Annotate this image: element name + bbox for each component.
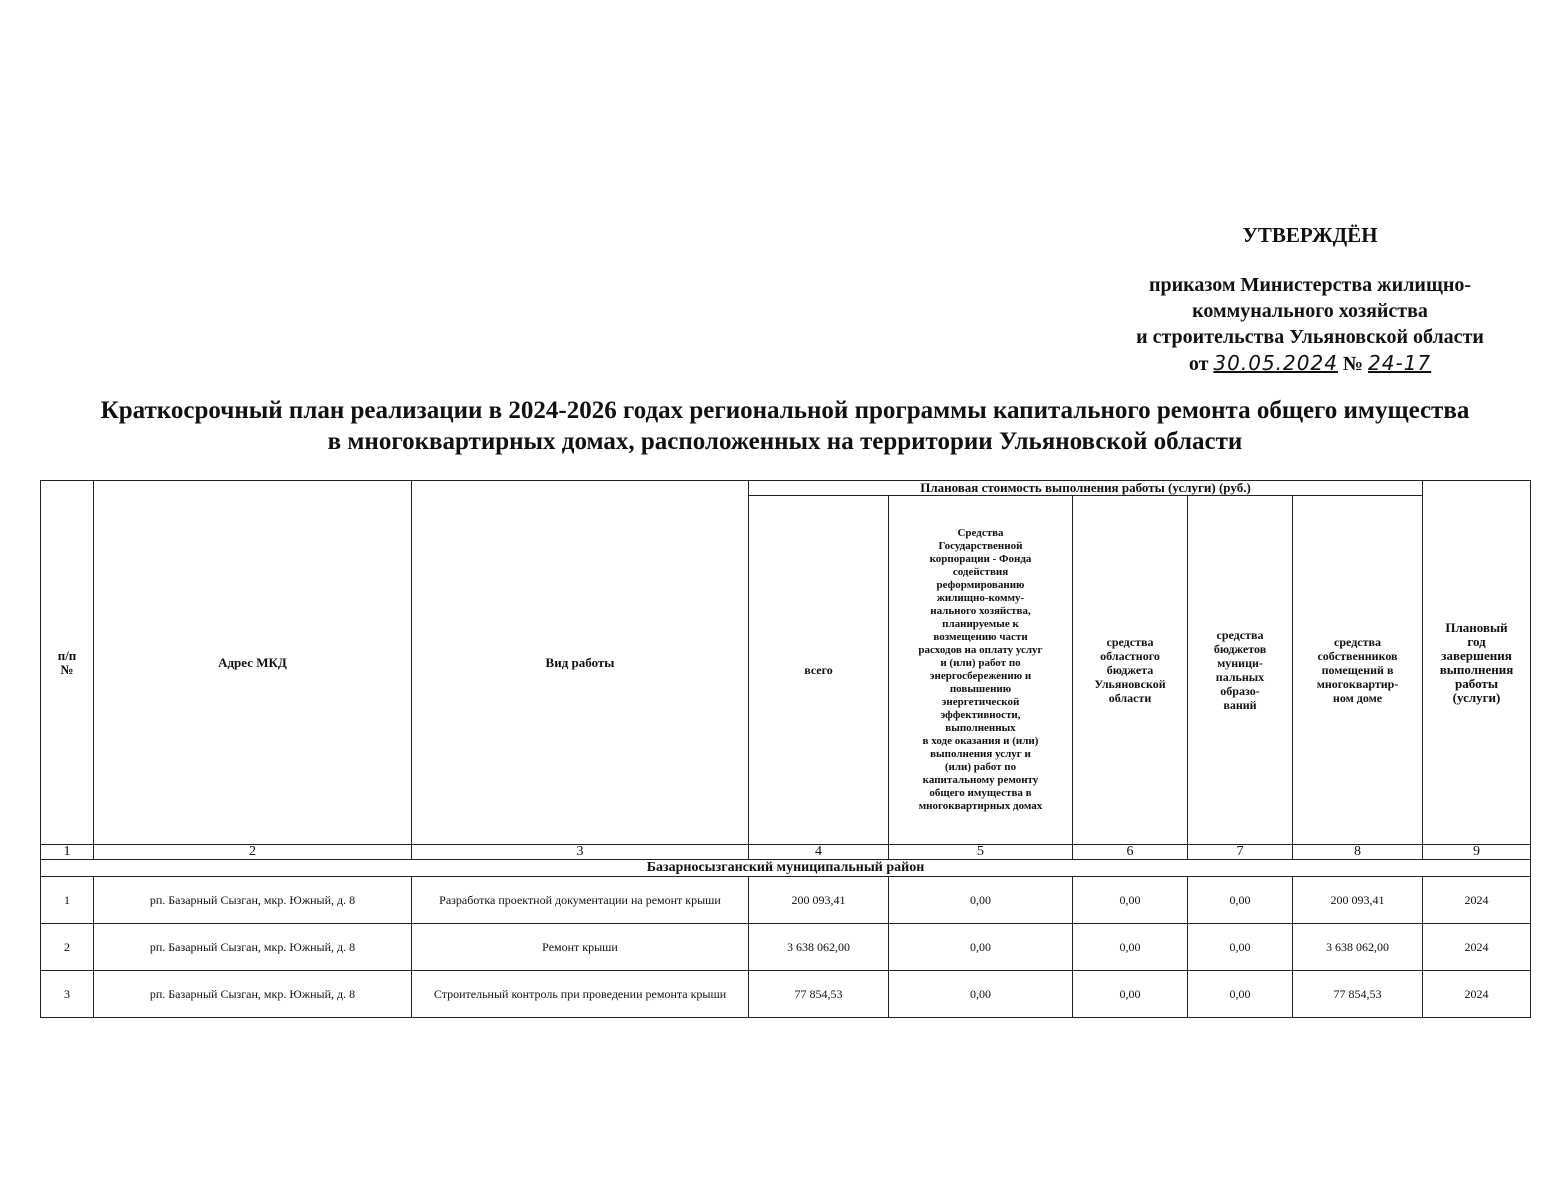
row-municipal: 0,00 xyxy=(1188,924,1293,971)
row-fund: 0,00 xyxy=(889,971,1073,1018)
row-index: 2 xyxy=(41,924,94,971)
approval-stamp xyxy=(1100,222,1520,377)
date-prefix: от xyxy=(1188,353,1209,375)
column-number: 5 xyxy=(889,845,1073,860)
column-number: 7 xyxy=(1188,845,1293,860)
approval-line-1: приказом Министерства жилищно- xyxy=(1148,274,1472,296)
approval-line-2: коммунального хозяйства xyxy=(1192,300,1428,322)
number-prefix: № xyxy=(1342,353,1364,375)
column-number: 8 xyxy=(1293,845,1423,860)
order-number: 24-17 xyxy=(1368,351,1432,375)
district-name: Базарносызганский муниципальный район xyxy=(41,860,1531,877)
row-work-type: Ремонт крыши xyxy=(412,924,749,971)
row-regional: 0,00 xyxy=(1073,971,1188,1018)
table-row xyxy=(41,924,1531,971)
order-date: 30.05.2024 xyxy=(1213,351,1338,375)
row-owners: 3 638 062,00 xyxy=(1293,924,1423,971)
row-address: рп. Базарный Сызган, мкр. Южный, д. 8 xyxy=(94,971,412,1018)
row-address: рп. Базарный Сызган, мкр. Южный, д. 8 xyxy=(94,877,412,924)
row-index: 1 xyxy=(41,877,94,924)
title-line-1: Краткосрочный план реализации в 2024-2026 годах региональной программы капитального ремонта общего имущества xyxy=(100,397,1470,424)
plan-table xyxy=(40,480,1531,1018)
table-row xyxy=(41,877,1531,924)
header-address: Адрес МКД xyxy=(94,481,412,845)
column-number: 9 xyxy=(1423,845,1531,860)
column-number: 6 xyxy=(1073,845,1188,860)
row-regional: 0,00 xyxy=(1073,924,1188,971)
row-address: рп. Базарный Сызган, мкр. Южный, д. 8 xyxy=(94,924,412,971)
column-numbers-row xyxy=(41,845,1531,860)
row-work-type: Разработка проектной документации на ремонт крыши xyxy=(412,877,749,924)
row-fund: 0,00 xyxy=(889,877,1073,924)
row-municipal: 0,00 xyxy=(1188,877,1293,924)
approval-line-3: и строительства Ульяновской области xyxy=(1136,326,1484,348)
row-index: 3 xyxy=(41,971,94,1018)
header-municipal-budget: средства бюджетов муници- пальных образо- ваний xyxy=(1188,496,1293,845)
header-regional-budget: средства областного бюджета Ульяновской области xyxy=(1073,496,1188,845)
column-number: 3 xyxy=(412,845,749,860)
row-work-type: Строительный контроль при проведении ремонта крыши xyxy=(412,971,749,1018)
row-total: 77 854,53 xyxy=(749,971,889,1018)
row-total: 3 638 062,00 xyxy=(749,924,889,971)
document-title xyxy=(40,395,1530,457)
header-owners: средства собственников помещений в многоквартир- ном доме xyxy=(1293,496,1423,845)
row-total: 200 093,41 xyxy=(749,877,889,924)
table-row xyxy=(41,971,1531,1018)
row-owners: 77 854,53 xyxy=(1293,971,1423,1018)
row-year: 2024 xyxy=(1423,971,1531,1018)
row-owners: 200 093,41 xyxy=(1293,877,1423,924)
header-planned-cost: Плановая стоимость выполнения работы (услуги) (руб.) xyxy=(749,481,1423,496)
district-row xyxy=(41,860,1531,877)
column-number: 1 xyxy=(41,845,94,860)
row-municipal: 0,00 xyxy=(1188,971,1293,1018)
row-year: 2024 xyxy=(1423,924,1531,971)
approval-heading: УТВЕРЖДЁН xyxy=(1242,223,1378,247)
header-index: п/п № xyxy=(41,481,94,845)
row-regional: 0,00 xyxy=(1073,877,1188,924)
column-number: 4 xyxy=(749,845,889,860)
header-work-type: Вид работы xyxy=(412,481,749,845)
header-completion-year: Плановый год завершения выполнения работы (услуги) xyxy=(1423,481,1531,845)
column-number: 2 xyxy=(94,845,412,860)
row-year: 2024 xyxy=(1423,877,1531,924)
title-line-2: в многоквартирных домах, расположенных на территории Ульяновской области xyxy=(327,428,1243,455)
row-fund: 0,00 xyxy=(889,924,1073,971)
order-date-number xyxy=(1100,350,1520,377)
header-fund: Средства Государственной корпорации - Фонда содействия реформированию жилищно-комму- нального хозяйства, планируемые к возмещению части расходов на оплату услуг и (или) работ по энергосбережению и повышению энергетической эффективности, выполненных в ходе оказания и (или) выполнения услуг и (или) работ по капитальному ремонту общего имущества в многоквартирных домах xyxy=(889,496,1073,845)
header-total: всего xyxy=(749,496,889,845)
